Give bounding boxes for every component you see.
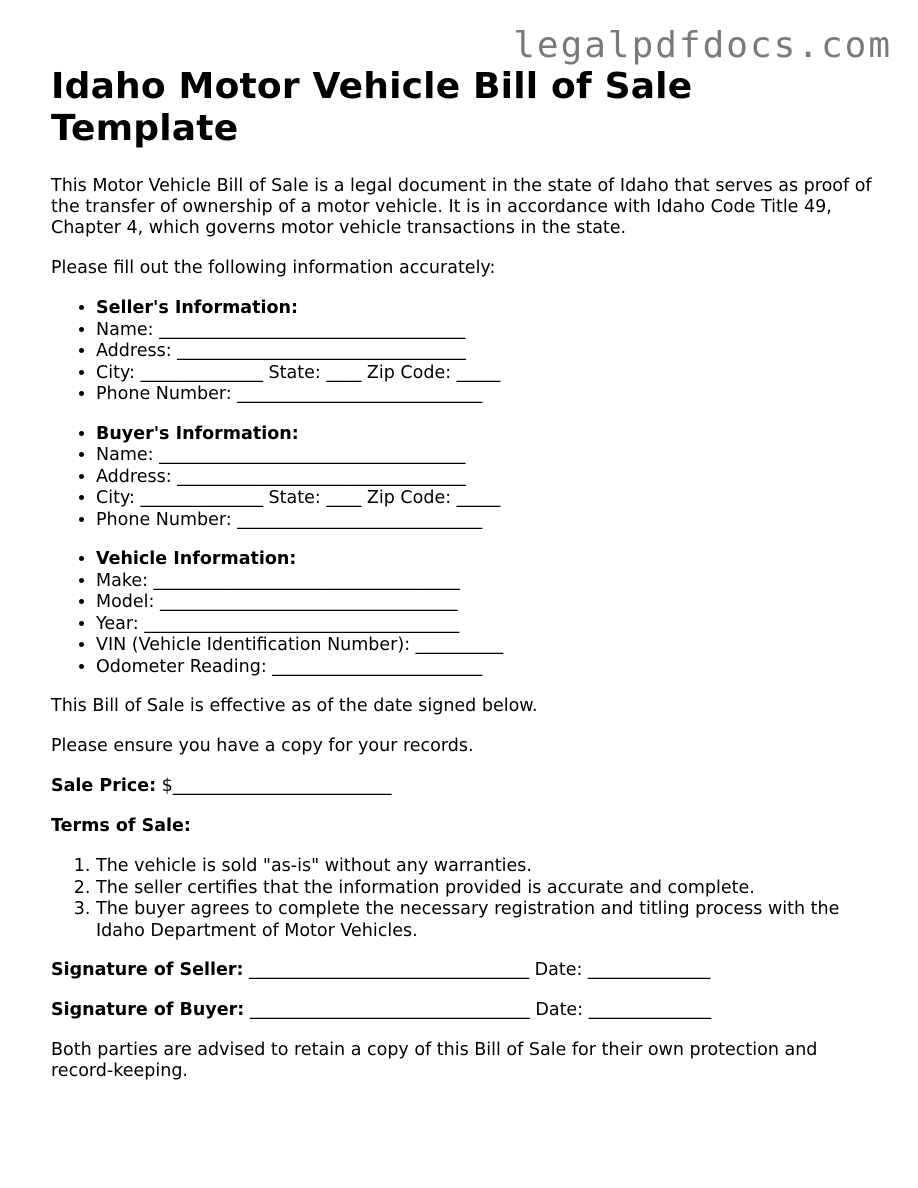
vehicle-model-field: • Model: __________________________________ [96, 592, 881, 614]
vehicle-info-list [51, 549, 881, 678]
vehicle-vin-field: • VIN (Vehicle Identification Number): __________ [96, 635, 881, 657]
seller-city-state-zip-field: • City: ______________ State: ____ Zip Code: _____ [96, 363, 881, 385]
buyer-name-field: • Name: ___________________________________ [96, 445, 881, 467]
watermark: legalpdfdocs.com [513, 25, 892, 66]
terms-item: 2. The seller certifies that the information provided is accurate and complete. [96, 878, 881, 900]
buyer-city-state-zip-field: • City: ______________ State: ____ Zip Code: _____ [96, 488, 881, 510]
terms-item: 1. The vehicle is sold "as-is" without any warranties. [96, 856, 881, 878]
terms-item: 3. The buyer agrees to complete the necessary registration and titling process with the Idaho Department of Motor Vehicles. [96, 899, 881, 942]
effective-date-text: This Bill of Sale is effective as of the date signed below. [51, 696, 538, 716]
seller-signature-line [51, 960, 881, 981]
buyer-info-list [51, 424, 881, 532]
seller-signature-blank: ________________________________ Date: ______________ [243, 960, 711, 980]
buyer-signature-line [51, 1000, 881, 1021]
seller-name-field: • Name: ___________________________________ [96, 320, 881, 342]
seller-info-list [51, 298, 881, 406]
sale-price-blank: $_________________________ [156, 776, 392, 796]
vehicle-year-field: • Year: ____________________________________ [96, 614, 881, 636]
buyer-heading: • Buyer's Information: [96, 424, 881, 446]
intro-paragraph: This Motor Vehicle Bill of Sale is a legal document in the state of Idaho that serves as proof of the transfer of ownership of a motor vehicle. It is in accordance with Idaho Code Title 49, Chapter 4, which governs motor vehicle transactions in the state. [51, 176, 872, 238]
vehicle-heading: • Vehicle Information: [96, 549, 881, 571]
terms-heading: Terms of Sale: [51, 816, 191, 836]
document-title: Idaho Motor Vehicle Bill of Sale Template [51, 66, 693, 149]
terms-list [51, 856, 881, 942]
buyer-address-field: • Address: _________________________________ [96, 467, 881, 489]
sale-price-label: Sale Price: [51, 776, 157, 796]
buyer-signature-label: Signature of Buyer: [51, 1000, 245, 1020]
sale-price-line [51, 776, 881, 797]
vehicle-make-field: • Make: ___________________________________ [96, 571, 881, 593]
seller-heading: • Seller's Information: [96, 298, 881, 320]
copy-note-text: Please ensure you have a copy for your records. [51, 736, 474, 756]
seller-signature-label: Signature of Seller: [51, 960, 244, 980]
seller-phone-field: • Phone Number: ____________________________ [96, 384, 881, 406]
vehicle-odometer-field: • Odometer Reading: ________________________ [96, 657, 881, 679]
buyer-phone-field: • Phone Number: ____________________________ [96, 510, 881, 532]
seller-address-field: • Address: _________________________________ [96, 341, 881, 363]
instruction-text: Please fill out the following information accurately: [51, 258, 496, 278]
buyer-signature-blank: ________________________________ Date: ______________ [244, 1000, 712, 1020]
closing-paragraph: Both parties are advised to retain a copy of this Bill of Sale for their own protection and record-keeping. [51, 1040, 818, 1081]
document-body [51, 66, 881, 1101]
